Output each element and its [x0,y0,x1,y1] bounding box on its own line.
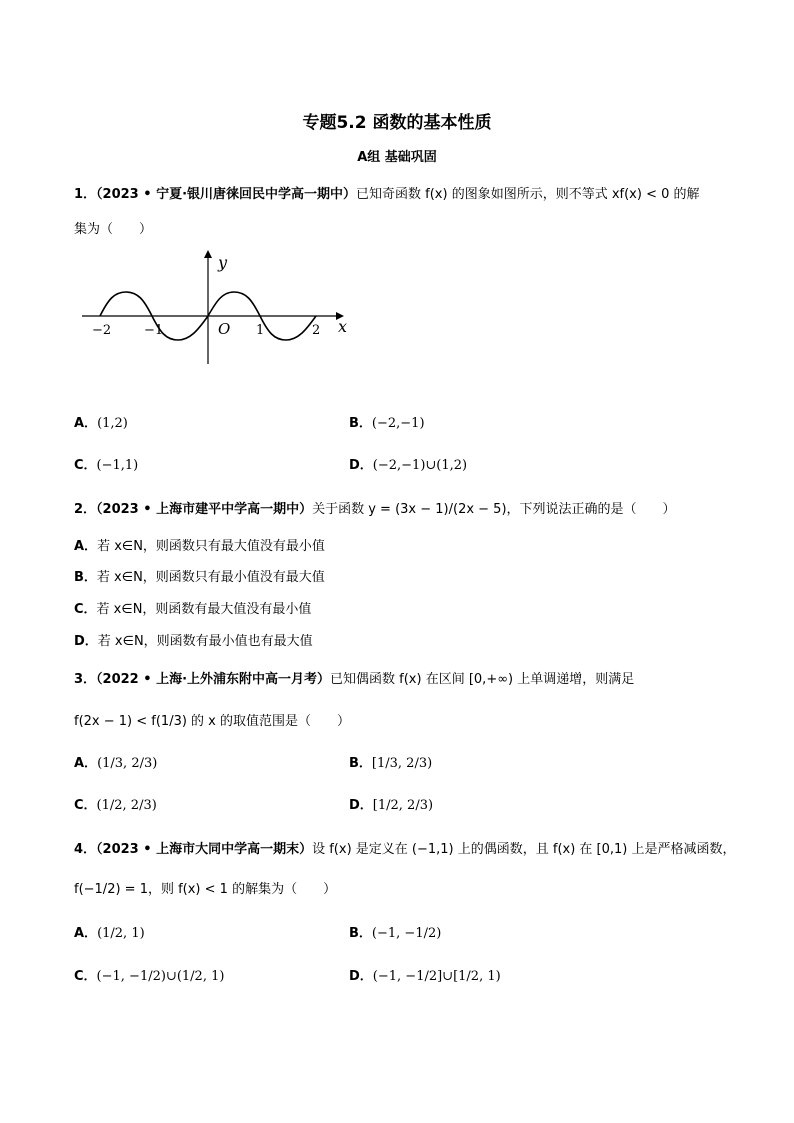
q1-option-a[interactable]: A．(1,2) [74,416,128,431]
x-axis-label: x [338,317,348,336]
origin-label: O [218,320,231,338]
question-source: （2022 • 上海·上外浦东附中高一月考） [96,672,331,687]
question-stem: 关于函数 y = (3x − 1)/(2x − 5)，下列说法正确的是（ ） [312,502,676,517]
q1-option-d[interactable]: D．(−2,−1)∪(1,2) [349,458,468,473]
question-source: （2023 • 上海市大同中学高一期末） [96,842,313,857]
q3-option-a[interactable]: A．(1/3, 2/3) [74,756,158,771]
q1-option-b[interactable]: B．(−2,−1) [349,416,425,431]
question-stem: 已知偶函数 f(x) 在区间 [0,+∞) 上单调递增，则满足 [330,672,635,687]
question-number: 2． [74,502,97,517]
question-number: 4． [74,842,97,857]
odd-function-graph [76,250,356,370]
question-number: 3． [74,672,97,687]
question-3-line-1 [74,670,634,690]
question-number: 1． [74,187,97,202]
q3-option-c[interactable]: C．(1/2, 2/3) [74,798,157,813]
page-title: 专题5.2 函数的基本性质 [302,113,492,133]
question-3-line-2: f(2x − 1) < f(1/3) 的 x 的取值范围是（ ） [74,714,351,729]
q4-option-d[interactable]: D．(−1, −1/2]∪[1/2, 1) [349,969,501,984]
q2-option-d[interactable]: D．若 x∈N，则函数有最小值也有最大值 [74,634,313,649]
question-1-line-2: 集为（ ） [74,222,153,237]
q4-option-b[interactable]: B．(−1, −1/2) [349,926,442,941]
y-axis-label: y [218,253,228,272]
question-source: （2023 • 宁夏·银川唐徕回民中学高一期中） [96,187,357,202]
tick-label-1: 1 [256,323,265,338]
q2-option-c[interactable]: C．若 x∈N，则函数有最大值没有最小值 [74,602,312,617]
q4-option-a[interactable]: A．(1/2, 1) [74,926,145,941]
question-4-line-1 [74,840,736,860]
q3-option-b[interactable]: B．[1/3, 2/3) [349,756,433,771]
tick-label-neg1: −1 [144,323,164,338]
question-2-line-1 [74,500,676,520]
tick-label-2: 2 [312,323,321,338]
q1-option-c[interactable]: C．(−1,1) [74,458,139,473]
tick-label-neg2: −2 [92,323,112,338]
question-4-line-2: f(−1/2) = 1，则 f(x) < 1 的解集为（ ） [74,882,337,897]
q2-option-a[interactable]: A．若 x∈N，则函数只有最大值没有最小值 [74,539,325,554]
q2-option-b[interactable]: B．若 x∈N，则函数只有最小值没有最大值 [74,570,325,585]
q3-option-d[interactable]: D．[1/2, 2/3) [349,798,434,813]
question-stem: 设 f(x) 是定义在 (−1,1) 上的偶函数，且 f(x) 在 [0,1) 上是严格减函数， [312,842,736,857]
q4-option-c[interactable]: C．(−1, −1/2)∪(1/2, 1) [74,969,225,984]
question-1-line-1 [74,185,700,205]
section-heading: A组 基础巩固 [357,150,437,165]
question-source: （2023 • 上海市建平中学高一期中） [96,502,313,517]
question-stem: 已知奇函数 f(x) 的图象如图所示，则不等式 xf(x) < 0 的解 [356,187,700,202]
y-axis-arrow [204,250,212,258]
